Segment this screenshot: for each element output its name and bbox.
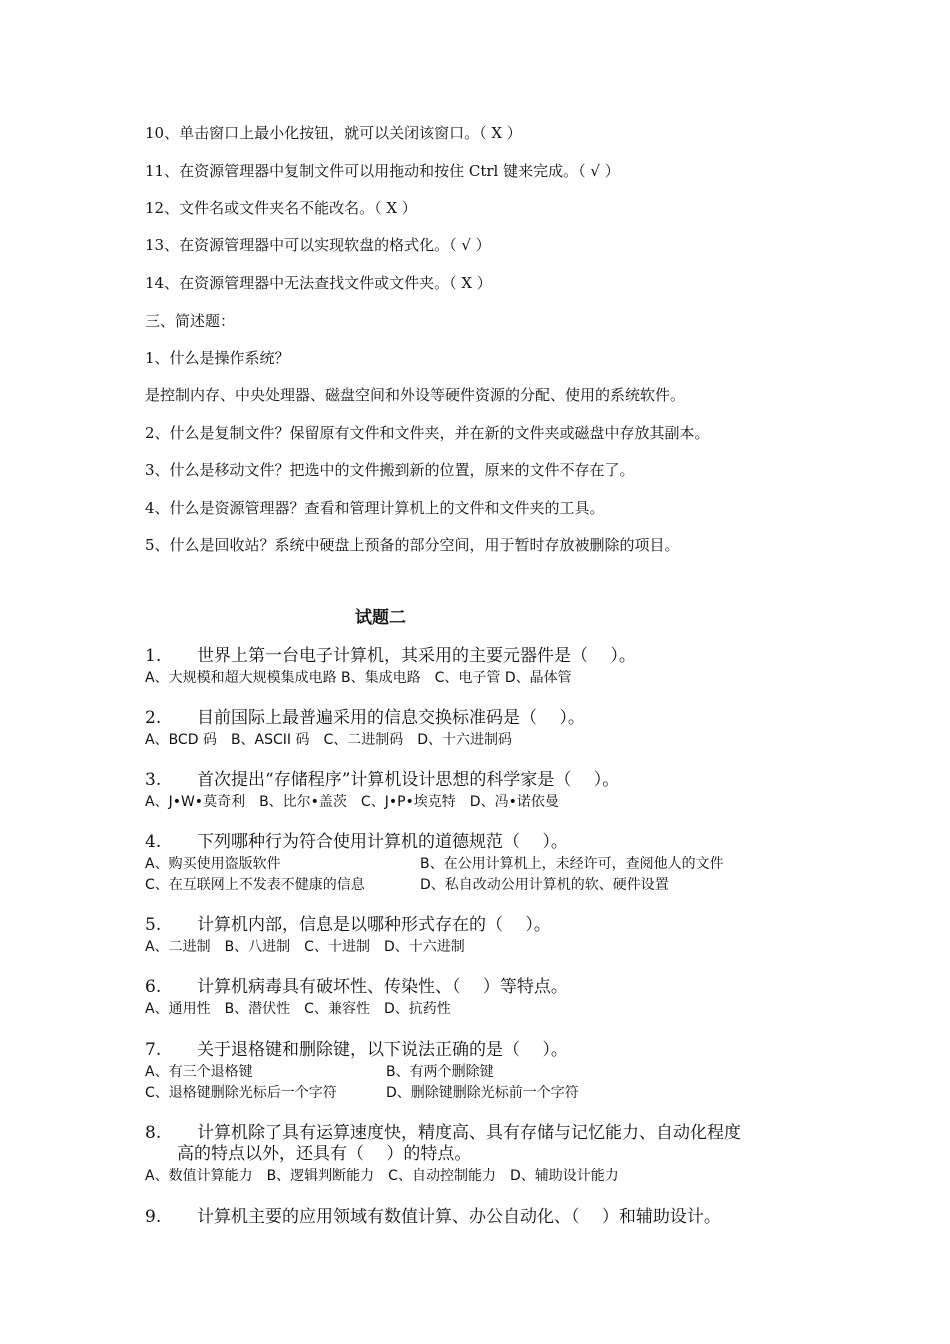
short-answer-a1: 是控制内存、中央处理器、磁盘空间和外设等硬件资源的分配、使用的系统软件。 [145,386,686,404]
question-text: 计算机主要的应用领域有数值计算、办公自动化、（ ）和辅助设计。 [197,1207,721,1227]
question-text: 计算机除了具有运算速度快，精度高、具有存储与记忆能力、自动化程度 [197,1123,741,1143]
tf-item-14: 14、在资源管理器中无法查找文件或文件夹。（ X ） [145,274,492,292]
question-9 [145,1206,721,1228]
question-number: 3. [145,770,162,790]
question-8-options: A、数值计算能力 B、逻辑判断能力 C、自动控制能力 D、辅助设计能力 [145,1168,619,1184]
question-4-option-b: B、在公用计算机上，未经许可，查阅他人的文件 [420,856,724,872]
tf-item-10: 10、单击窗口上最小化按钮，就可以关闭该窗口。（ X ） [145,124,522,142]
section-title: 试题二 [355,608,406,628]
short-answer-q4: 4、什么是资源管理器？查看和管理计算机上的文件和文件夹的工具。 [145,499,605,517]
question-7-option-d: D、删除键删除光标前一个字符 [386,1085,579,1101]
question-1 [145,645,636,667]
question-4 [145,831,568,853]
question-text: 计算机内部，信息是以哪种形式存在的（ ）。 [197,915,551,935]
question-number: 7. [145,1040,162,1060]
question-text: 世界上第一台电子计算机，其采用的主要元器件是（ ）。 [197,646,636,666]
question-7-option-b: B、有两个删除键 [386,1064,494,1080]
short-answer-q2: 2、什么是复制文件？保留原有文件和文件夹，并在新的文件夹或磁盘中存放其副本。 [145,424,710,442]
question-text: 目前国际上最普遍采用的信息交换标准码是（ ）。 [197,708,585,728]
tf-item-11: 11、在资源管理器中复制文件可以用拖动和按住 Ctrl 键来完成。（ √ ） [145,162,620,180]
question-number: 5. [145,915,162,935]
short-answer-q1: 1、什么是操作系统？ [145,349,290,367]
question-5 [145,914,551,936]
question-number: 8. [145,1123,162,1143]
question-7-option-c: C、退格键删除光标后一个字符 [145,1085,337,1101]
question-8 [145,1122,741,1144]
section-heading-short-answer: 三、简述题： [145,312,236,330]
question-4-option-d: D、私自改动公用计算机的软、硬件设置 [420,877,669,893]
question-number: 4. [145,832,162,852]
question-4-option-c: C、在互联网上不发表不健康的信息 [145,877,365,893]
question-1-options: A、大规模和超大规模集成电路 B、集成电路 C、电子管 D、晶体管 [145,670,572,686]
short-answer-q5: 5、什么是回收站？系统中硬盘上预备的部分空间，用于暂时存放被删除的项目。 [145,536,680,554]
question-4-option-a: A、购买使用盗版软件 [145,856,281,872]
question-8-continuation: 高的特点以外，还具有（ ）的特点。 [177,1144,472,1164]
question-number: 6. [145,977,162,997]
question-6-options: A、通用性 B、潜伏性 C、兼容性 D、抗药性 [145,1001,451,1017]
question-3-options: A、J•W•莫奇利 B、比尔•盖茨 C、J•P•埃克特 D、冯•诺依曼 [145,794,559,810]
tf-item-12: 12、文件名或文件夹名不能改名。（ X ） [145,199,417,217]
question-3 [145,769,619,791]
question-number: 2. [145,708,162,728]
question-text: 首次提出“存储程序”计算机设计思想的科学家是（ ）。 [197,770,620,790]
question-2 [145,707,585,729]
short-answer-q3: 3、什么是移动文件？把选中的文件搬到新的位置，原来的文件不存在了。 [145,461,635,479]
question-text: 计算机病毒具有破坏性、传染性、（ ）等特点。 [197,977,568,997]
question-number: 9. [145,1207,162,1227]
question-5-options: A、二进制 B、八进制 C、十进制 D、十六进制 [145,939,465,955]
question-7 [145,1039,568,1061]
tf-item-13: 13、在资源管理器中可以实现软盘的格式化。（ √ ） [145,236,491,254]
question-text: 关于退格键和删除键，以下说法正确的是（ ）。 [197,1040,568,1060]
question-number: 1. [145,646,162,666]
question-7-option-a: A、有三个退格键 [145,1064,253,1080]
question-6 [145,976,568,998]
question-2-options: A、BCD 码 B、ASCII 码 C、二进制码 D、十六进制码 [145,732,513,748]
question-text: 下列哪种行为符合使用计算机的道德规范（ ）。 [197,832,568,852]
